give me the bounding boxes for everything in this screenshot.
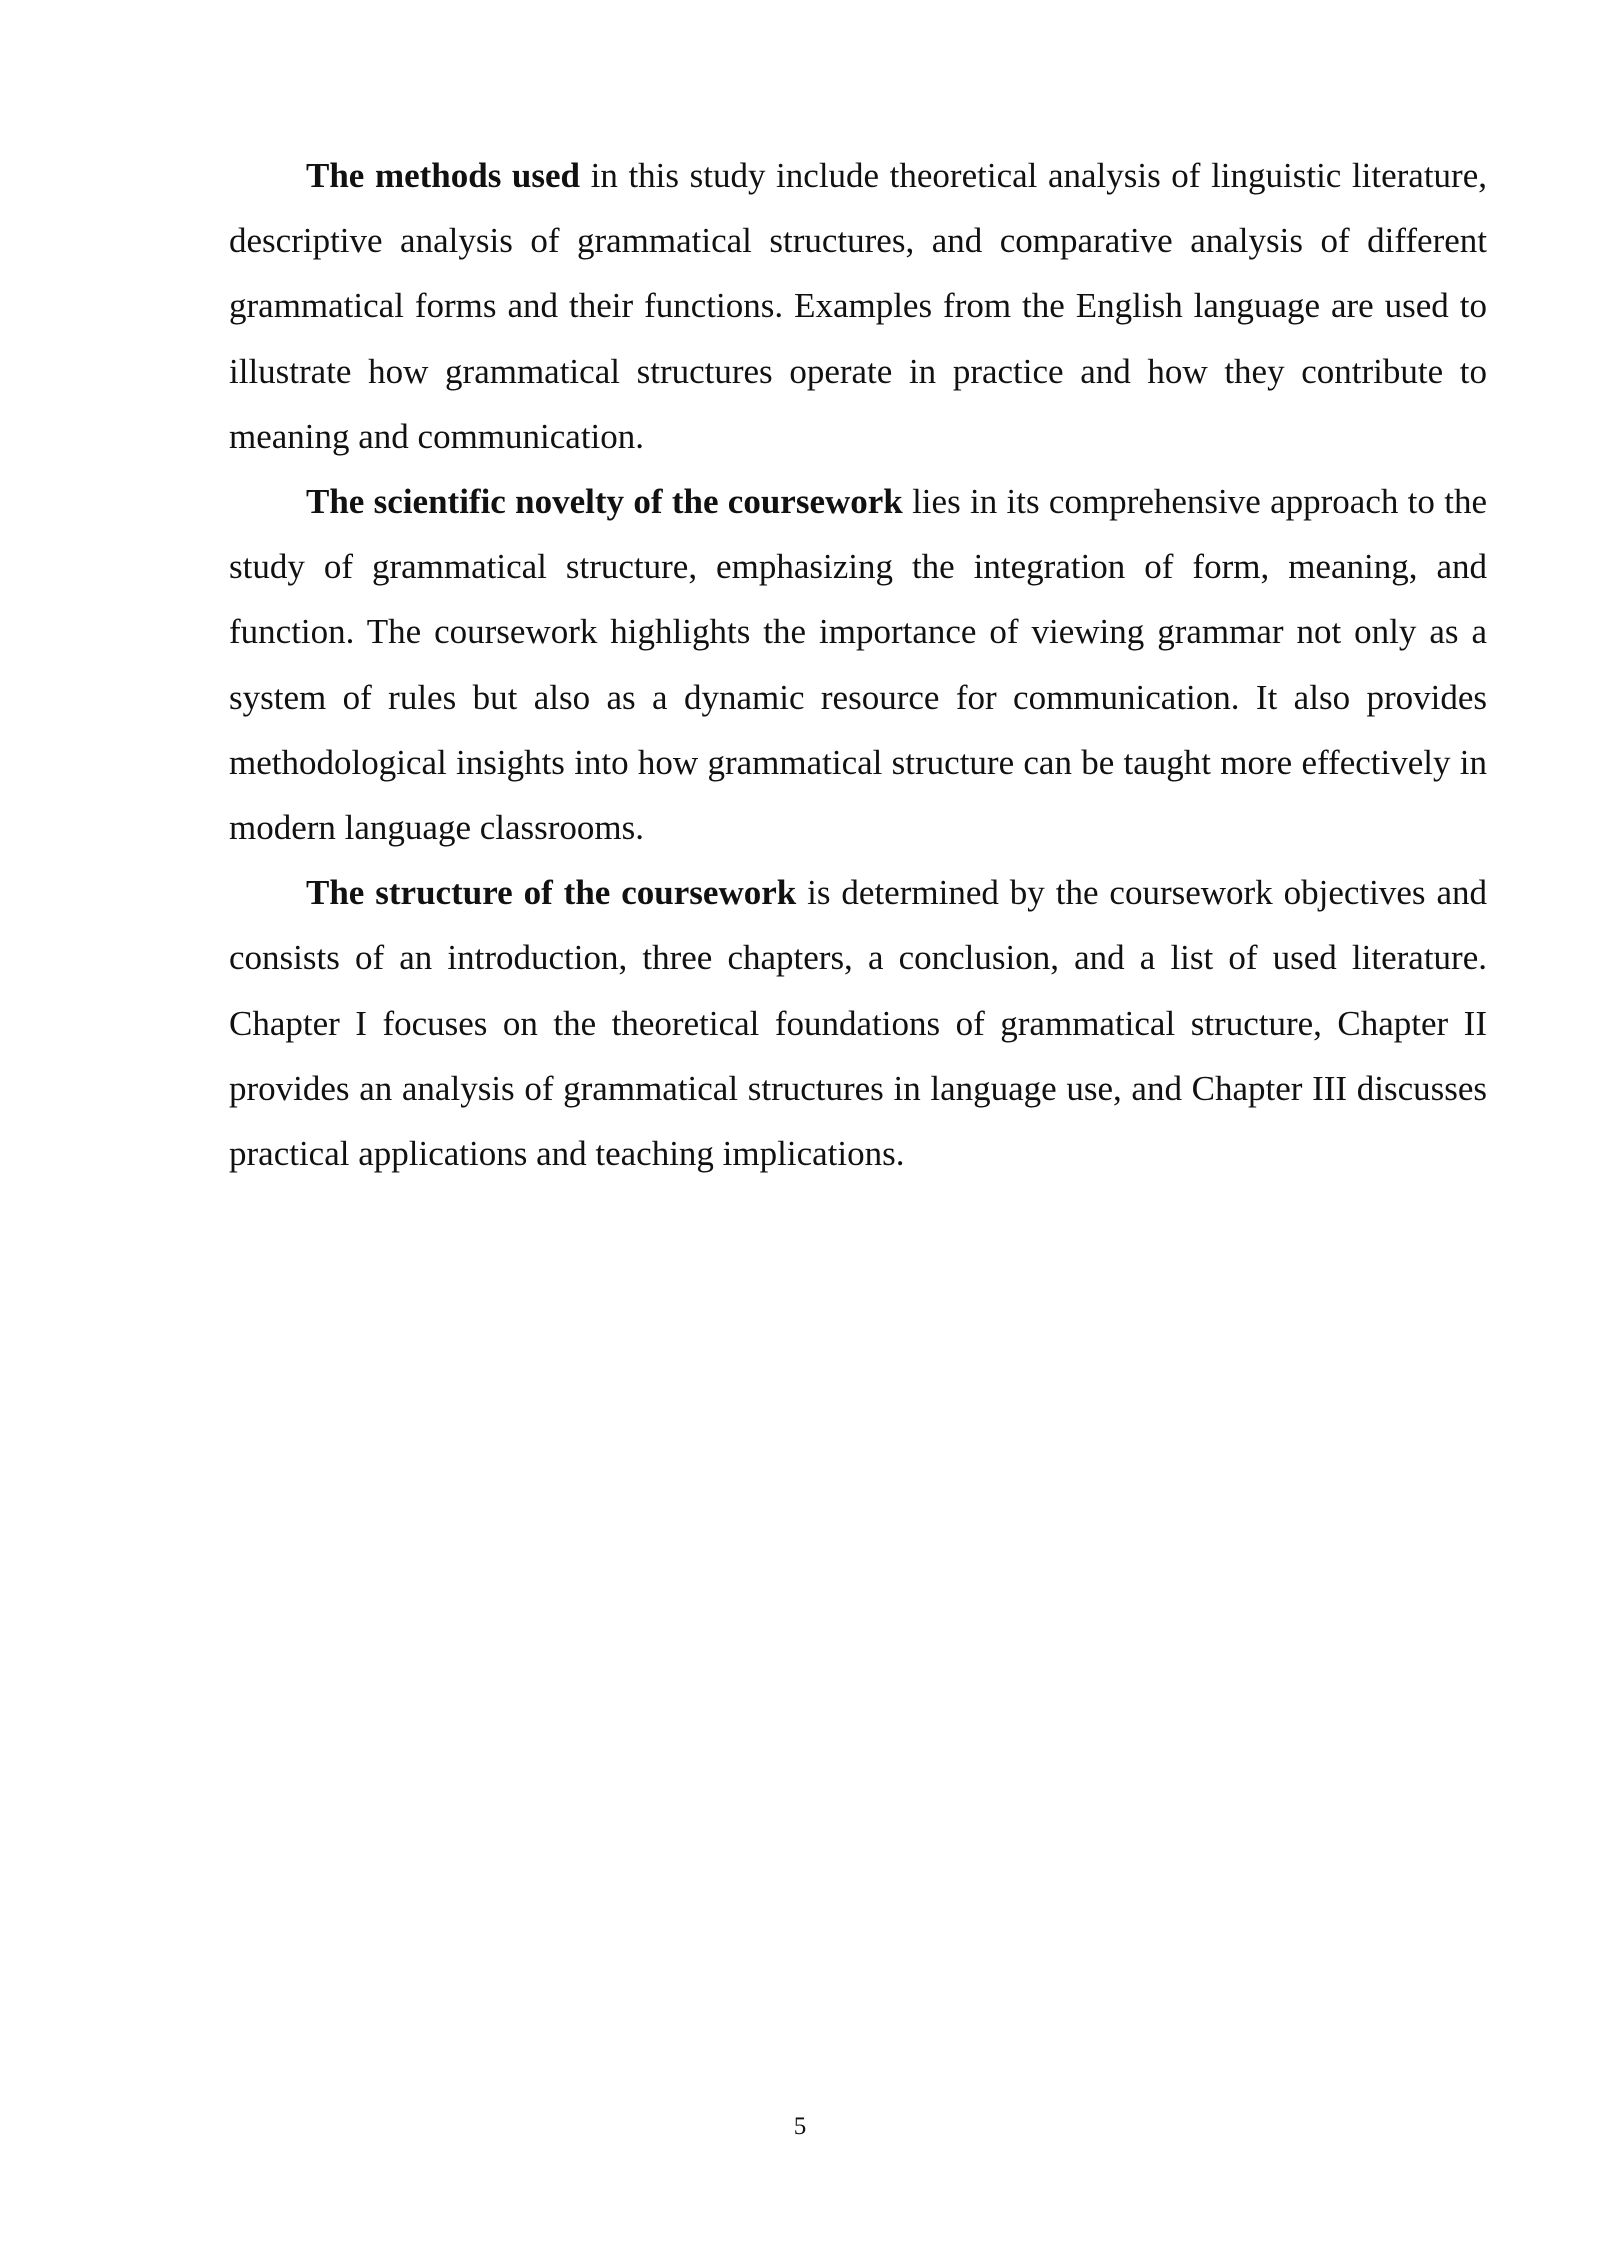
paragraph-lead: The scientific novelty of the coursework bbox=[306, 482, 903, 522]
paragraph-text: is determined by the coursework objectives and consists of an introduction, three chapters, a conclusion, and a list of used literature. Chapter I focuses on the theoretical foundations of grammatical structure, Chapter II provides an analysis of grammatical structures in language use, and Chapter III discusses practical applications and teaching implications. bbox=[229, 873, 1487, 1174]
paragraph-structure bbox=[229, 860, 1487, 1186]
paragraph-scientific-novelty bbox=[229, 469, 1487, 860]
body-text bbox=[229, 143, 1487, 1186]
paragraph-lead: The methods used bbox=[306, 156, 581, 195]
paragraph-text: in this study include theoretical analysis of linguistic literature, descriptive analysis of grammatical structures, and comparative analysis of different grammatical forms and their functions. Examples from the English language are used to illustrate how grammatical structures operate in practice and how they contribute to meaning and communication. bbox=[229, 156, 1487, 456]
paragraph-lead: The structure of the coursework bbox=[306, 873, 797, 913]
page-number: 5 bbox=[793, 2113, 807, 2140]
paragraph-text: lies in its comprehensive approach to the study of grammatical structure, emphasizing the integration of form, meaning, and function. The coursework highlights the importance of viewing grammar not only as a system of rules but also as a dynamic resource for communication. It also provides methodological insights into how grammatical structure can be taught more effectively in modern language classrooms. bbox=[229, 482, 1487, 848]
paragraph-methods bbox=[229, 143, 1487, 469]
